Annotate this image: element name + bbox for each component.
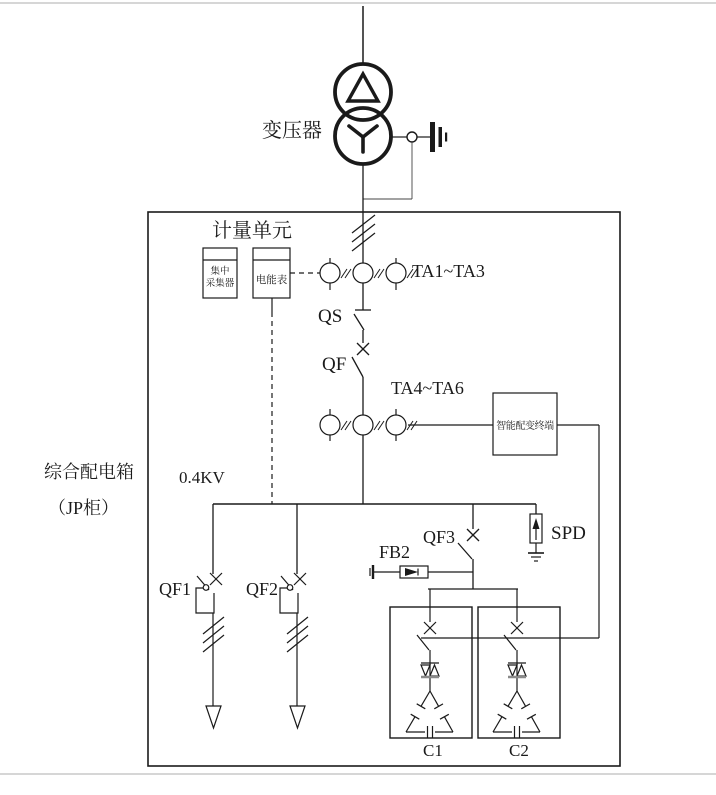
ct-icon [353,415,373,435]
ct-icon [320,415,340,435]
ct-icon [353,263,373,283]
ct-icon [320,263,340,283]
metering-dashed-links [272,273,320,504]
feeder-arrow-icon [290,706,305,728]
fuse-label-fb2: FB2 [379,542,411,562]
neutral-node [407,132,417,142]
capacitor-bank-c2 [478,607,560,738]
bus-voltage-label: 0.4KV [179,468,225,487]
transformer-label: 变压器 [262,120,322,142]
ct-label-ta1-ta3: TA1~TA3 [412,261,485,281]
ct-group-ta4-ta6 [320,409,493,441]
feeder-label-qf2: QF2 [246,579,279,599]
feeder-arrow-icon [206,706,221,728]
breaker-label-qf: QF [322,354,347,375]
spd-icon [528,514,544,561]
disconnector-qs-icon [354,310,371,330]
breaker-label-qf3: QF3 [423,527,456,547]
capacitor-label-c1: C1 [423,741,443,760]
feeder-label-qf1: QF1 [159,579,192,599]
ct-icon [386,415,406,435]
wye-winding-icon [349,126,377,152]
capacitor-label-c2: C2 [509,741,529,760]
cabinet-name-line2: （JP柜） [48,498,120,518]
delta-capacitor-icon [406,691,453,738]
terminal-box-label: 智能配变终端 [496,420,554,432]
ground-icon [430,122,447,152]
ct-label-ta4-ta6: TA4~TA6 [391,378,464,398]
breaker-qf3-icon [458,529,479,589]
delta-winding-icon [348,74,378,101]
disconnector-label-qs: QS [318,306,343,327]
fuse-fb2-icon [370,565,473,579]
capacitor-tee [428,589,518,622]
metering-unit-title: 计量单元 [212,220,292,242]
spd-label: SPD [551,523,586,544]
delta-capacitor-icon [493,691,540,738]
bus-drops [213,504,536,574]
ground-icon [528,553,544,561]
meter-box-label: 电能表 [255,274,288,286]
cabinet-name-line1: 综合配电箱 [44,462,134,482]
ct-group-ta1-ta3 [320,258,417,290]
feeder-breaker-qf2-icon [280,573,308,728]
capacitor-bank-c1 [390,607,472,738]
ct-icon [386,263,406,283]
collector-box-label: 集中 采集器 [205,267,235,289]
feeder-breaker-qf1-icon [196,573,224,728]
transformer-icon [335,64,391,164]
breaker-qf-icon [352,343,369,377]
